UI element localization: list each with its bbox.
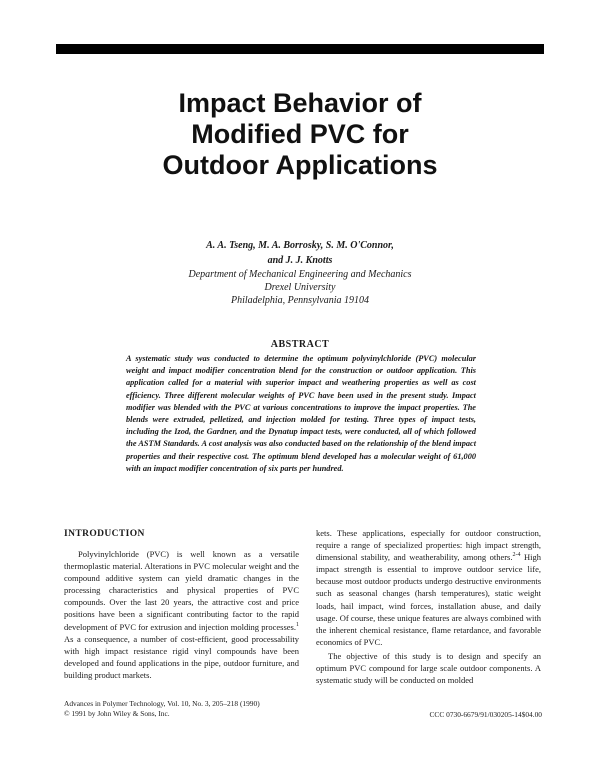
title-line-1: Impact Behavior of — [178, 88, 422, 118]
affiliation-university: Drexel University — [264, 282, 336, 293]
top-rule — [56, 44, 544, 54]
intro-right-paragraph-1 — [316, 527, 541, 648]
abstract-text: A systematic study was conducted to determine the optimum polyvinylchloride (PVC) molecular weight and impact modifier concentration blend for the construction or outdoor application. This application called for a material with superior impact and weathering properties as well as cost efficiency. Three different molecular weights of PVC have been used in the present study. Impact modifier was blended with the PVC at various concentrations to improve the impact properties. The blends were extruded, pelletized, and injection molded for testing. Three types of impact tests, including the Izod, the Gardner, and the Dynatup impact tests, were conducted, all of which followed the ASTM Standards. A cost analysis was also conducted based on the relationship of the blend impact properties and their respective cost. The optimum blend developed has a molecular weight of 61,000 with an impact modifier concentration of six parts per hundred. — [126, 354, 476, 473]
intro-right-text-cont: High impact strength is essential to improve outdoor service life, because most outdoor products undergo destructive environments such as seasonal changes (harsh temperatures), static weight loads, hail impact, wind forces, installation abuse, and daily usage. Of course, these unique features are always combined with the inherent chemical resistance, flame retardance, and favorable economics of PVC. — [316, 552, 541, 647]
introduction-heading: INTRODUCTION — [64, 529, 145, 539]
ccc-code: CCC 0730-6679/91/030205-14$04.00 — [429, 710, 542, 719]
intro-right-text: kets. These applications, especially for outdoor construction, require a range of specialized properties: high impact strength, dimensional stability, and weatherability, among others. — [316, 528, 541, 563]
copyright-notice: © 1991 by John Wiley & Sons, Inc. — [64, 709, 170, 718]
affiliation-city: Philadelphia, Pennsylvania 19104 — [230, 295, 370, 306]
journal-footer — [64, 699, 260, 719]
authors-line-2: and J. J. Knotts — [267, 255, 333, 266]
introduction-right-column — [316, 527, 541, 686]
authors-line-1: A. A. Tseng, M. A. Borrosky, S. M. O'Connor, — [206, 240, 394, 251]
reference-marker: 1 — [296, 621, 299, 628]
introduction-left-column — [64, 548, 299, 681]
abstract-heading: ABSTRACT — [270, 339, 330, 350]
journal-citation: Advances in Polymer Technology, Vol. 10, No. 3, 205–218 (1990) — [64, 699, 260, 708]
intro-right-paragraph-2: The objective of this study is to design and specify an optimum PVC compound for large scale outdoor components. A systematic study will be conducted on molded — [316, 650, 541, 686]
intro-left-text-cont: As a consequence, a number of cost-efficient, good processability with high impact resistance rigid vinyl compounds have been developed and found applications in the pipe, outdoor furniture, and building product markets. — [64, 633, 299, 680]
author-list — [0, 238, 600, 268]
paper-title — [0, 88, 600, 181]
affiliation — [0, 268, 600, 307]
reference-marker-range: 2-4 — [512, 552, 521, 559]
affiliation-department: Department of Mechanical Engineering and Mechanics — [188, 269, 412, 280]
title-line-2: Modified PVC for — [191, 119, 409, 149]
intro-left-text: Polyvinylchloride (PVC) is well known as a versatile thermoplastic material. Alterations in PVC molecular weight and the compound additive system can yield dramatic changes in the processing characteristics and physical properties of PVC compounds. Over the last 20 years, the attractive cost and price positions have been a significant contributing factor to the rapid development of PVC for extrusion and injection molding processes. — [64, 549, 299, 632]
title-line-3: Outdoor Applications — [162, 150, 438, 180]
